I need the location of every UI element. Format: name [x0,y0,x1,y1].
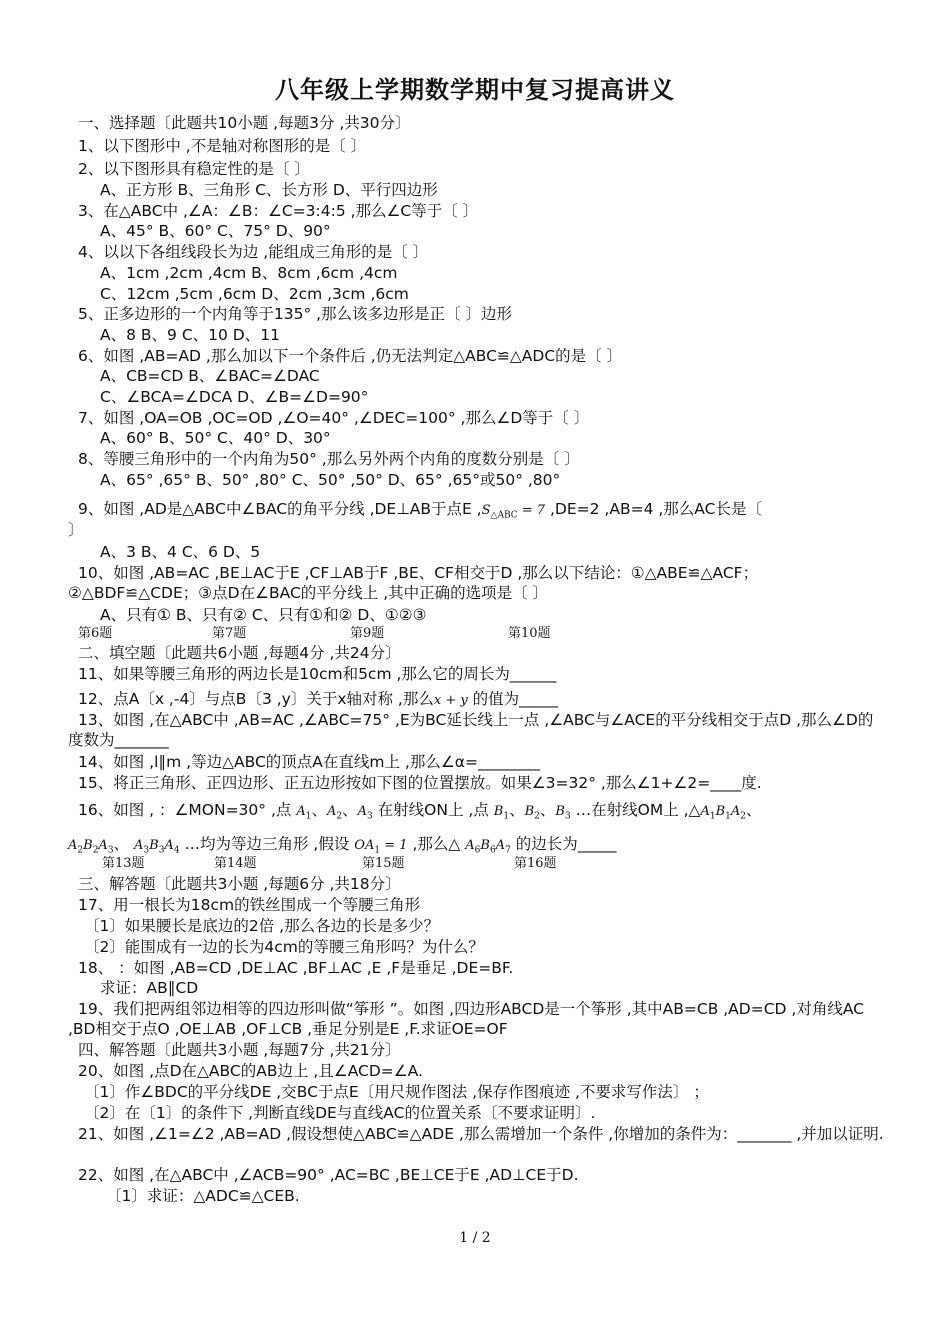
question-6-options-ab: A、CB=CD B、∠BAC=∠DAC [100,367,320,385]
section-heading-1: 一、选择题〔此题共10小题 ,每题3分 ,共30分〕 [78,114,411,132]
caption-q13: 第13题 [102,856,145,871]
question-9-bracket: 〕 [68,521,84,539]
page-number: 1 / 2 [459,1230,491,1246]
question-7-options: A、60° B、50° C、40° D、30° [100,429,331,447]
question-1: 1、以下图形中 ,不是轴对称图形的是〔 〕 [78,137,367,155]
question-4-options-cd: C、12cm ,5cm ,6cm D、2cm ,3cm ,6cm [100,285,409,303]
caption-q16: 第16题 [514,856,557,871]
question-8-options: A、65° ,65° B、50° ,80° C、50° ,50° D、65° ,65°或50° ,80° [100,471,561,489]
question-16-line-1: 16、如图 , ：∠MON=30° ,点 $A_1$、$A_2$、$A_3$ 在射线ON上 ,点 $B_1$、$B_2$、$B_3$ …在射线OM上 $,\triangle A_1B_1A_2$、 [78,801,762,822]
caption-q10: 第10题 [508,626,551,641]
question-20-part-2: 〔2〕在〔1〕的条件下 ,判断直线DE与直线AC的位置关系〔不要求证明〕. [84,1104,596,1122]
section-heading-3: 三、解答题〔此题共3小题 ,每题6分 ,共18分〕 [78,875,401,893]
question-7: 7、如图 ,OA=OB ,OC=OD ,∠O=40° ,∠DEC=100° ,那么∠D等于〔 〕 [78,409,590,427]
question-17: 17、用一根长为18cm的铁丝围成一个等腰三角形 [78,896,421,914]
question-15: 15、将正三角形、正四边形、正五边形按如下图的位置摆放。如果∠3=32° ,那么∠1+∠2=____度. [78,774,762,792]
section-heading-2: 二、填空题〔此题共6小题 ,每题4分 ,共24分〕 [78,644,401,662]
question-13: 13、如图 ,在△ABC中 ,AB=AC ,∠ABC=75° ,E为BC延长线上一点 ,∠ABC与∠ACE的平分线相交于点D ,那么∠D的度数为_______ [68,711,874,749]
question-22-part-1: 〔1〕求证：△ADC≌△CEB. [106,1187,300,1205]
question-3: 3、在△ABC中 ,∠A：∠B：∠C=3:4:5 ,那么∠C等于〔 〕 [78,202,479,220]
question-20: 20、如图 ,点D在△ABC的AB边上 ,且∠ACD=∠A. [78,1062,423,1080]
question-3-options: A、45° B、60° C、75° D、90° [100,222,331,240]
question-10: 10、如图 ,AB=AC ,BE⊥AC于E ,CF⊥AB于F ,BE、CF相交于D ,那么以下结论：①△ABE≌△ACF；②△BDF≌△CDE；③点D在∠BAC的平分线上 ,其中正确的选项是〔 〕 [68,564,759,602]
question-5-options: A、8 B、9 C、10 D、11 [100,326,280,344]
question-10-options: A、只有① B、只有② C、只有①和② D、①②③ [100,606,427,624]
question-12: 12、点A〔x ,-4〕与点B〔3 ,y〕关于x轴对称 ,那么x + y 的值为_____ [78,690,558,708]
question-18: 18、 ：如图 ,AB=CD ,DE⊥AC ,BF⊥AC ,E ,F是垂足 ,DE=BF. [78,959,514,977]
page-title: 八年级上学期数学期中复习提高讲义 [275,76,675,104]
caption-q14: 第14题 [214,856,257,871]
question-17-part-2: 〔2〕能围成有一边的长为4cm的等腰三角形吗？为什么？ [84,938,484,956]
caption-q15: 第15题 [362,856,405,871]
question-16-line-2: $A_2B_2A_3$、 $A_3B_3A_4$ …均为等边三角形 ,假设 $OA_1 = 1$ ,那么△ $A_6B_6A_7$ 的边长为_____ [68,835,617,856]
caption-q7: 第7题 [212,626,247,641]
question-18-prove: 求证：AB∥CD [100,979,199,997]
question-4-options-ab: A、1cm ,2cm ,4cm B、8cm ,6cm ,4cm [100,264,398,282]
caption-q9: 第9题 [350,626,385,641]
question-2-options: A、正方形 B、三角形 C、长方形 D、平行四边形 [100,181,438,199]
question-17-part-1: 〔1〕如果腰长是底边的2倍 ,那么各边的长是多少？ [84,917,440,935]
question-22: 22、如图 ,在△ABC中 ,∠ACB=90° ,AC=BC ,BE⊥CE于E ,AD⊥CE于D. [78,1166,579,1184]
question-19: 19、我们把两组邻边相等的四边形叫做“筝形 ”。如图 ,四边形ABCD是一个筝形 ,其中AB=CB ,AD=CD ,对角线AC ,BD相交于点O ,OE⊥AB ,OF⊥CB ,垂足分别是E ,F.求证OE=OF [68,1000,864,1038]
question-2: 2、以下图形具有稳定性的是〔 〕 [78,160,310,178]
caption-q6: 第6题 [78,626,113,641]
question-9: 9、如图 ,AD是△ABC中∠BAC的角平分线 ,DE⊥AB于点E $,S_{\triangle ABC} = 7$ ,DE=2 ,AB=4 ,那么AC长是〔 [78,500,762,521]
question-14: 14、如图 ,l∥m ,等边△ABC的顶点A在直线m上 ,那么∠α=________ [78,753,540,771]
section-heading-4: 四、解答题〔此题共3小题 ,每题7分 ,共21分〕 [78,1041,401,1059]
x-plus-y: x + y [433,693,468,708]
question-20-part-1: 〔1〕作∠BDC的平分线DE ,交BC于点E〔用尺规作图法 ,保存作图痕迹 ,不要求写作法〕 ； [84,1083,709,1101]
question-5: 5、正多边形的一个内角等于135° ,那么该多边形是正〔 〕边形 [78,305,512,323]
question-21: 21、如图 ,∠1=∠2 ,AB=AD ,假设想使△ABC≌△ADE ,那么需增加一个条件 ,你增加的条件为：_______ ,并加以证明. [78,1125,884,1143]
question-4: 4、以以下各组线段长为边 ,能组成三角形的是〔 〕 [78,243,429,261]
question-6-options-cd: C、∠BCA=∠DCA D、∠B=∠D=90° [100,388,369,406]
question-11: 11、如果等腰三角形的两边长是10cm和5cm ,那么它的周长为______ [78,665,557,683]
question-8: 8、等腰三角形中的一个内角为50° ,那么另外两个内角的度数分别是〔 〕 [78,450,580,468]
question-9-options: A、3 B、4 C、6 D、5 [100,543,261,561]
question-6: 6、如图 ,AB=AD ,那么加以下一个条件后 ,仍无法判定△ABC≌△ADC的是〔 〕 [78,347,623,365]
area-formula: $S_{\triangle ABC} = 7$ [481,503,546,521]
